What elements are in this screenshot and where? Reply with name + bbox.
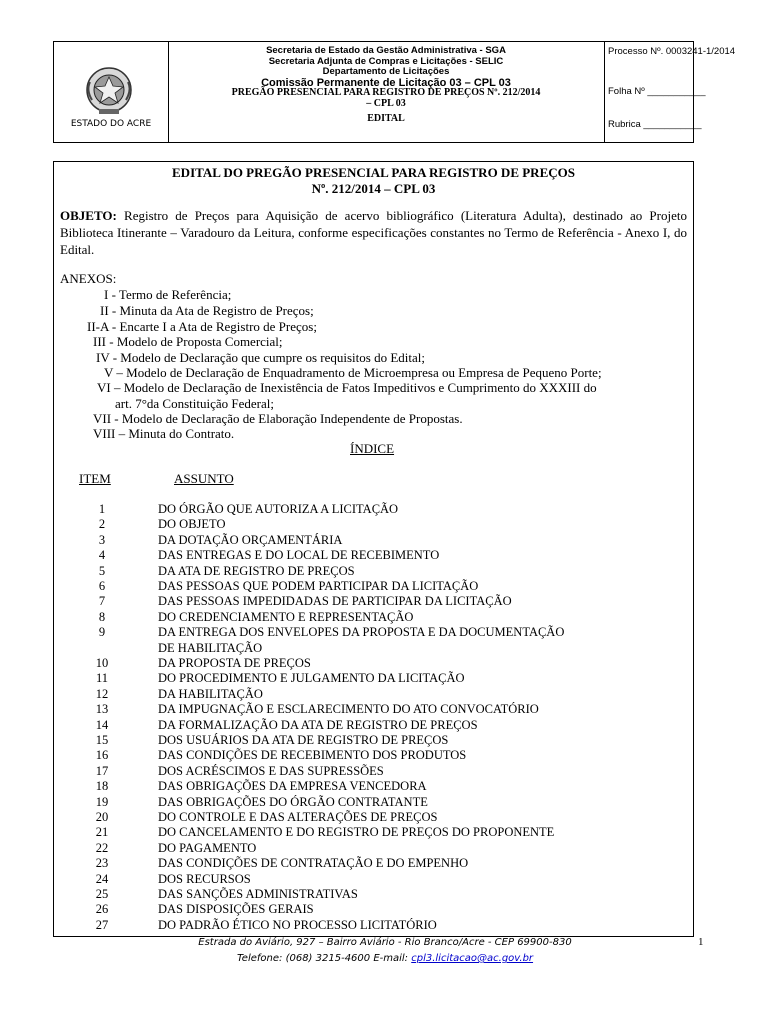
index-item-subject: DAS OBRIGAÇÕES DO ÓRGÃO CONTRATANTE: [158, 794, 428, 809]
page-number: 1: [698, 936, 704, 948]
index-item-number: 20: [95, 810, 109, 824]
index-item-subject: DO PAGAMENTO: [158, 840, 257, 855]
index-item-subject: DOS USUÁRIOS DA ATA DE REGISTRO DE PREÇOS: [158, 733, 449, 747]
anexo-item: I - Termo de Referência;: [104, 287, 232, 302]
index-item-number: 25: [95, 887, 109, 901]
index-item-number: 10: [95, 656, 109, 670]
footer-address: Estrada do Aviário, 927 – Bairro Aviário - Rio Branco/Acre - CEP 69900-830: [198, 937, 572, 948]
anexo-item: II - Minuta da Ata de Registro de Preços;: [100, 303, 314, 318]
index-item-number: 7: [98, 594, 106, 609]
index-item-number: 19: [95, 794, 109, 809]
footer-email-link[interactable]: cpl3.licitacao@ac.gov.br: [411, 953, 534, 964]
index-item-subject: DA ATA DE REGISTRO DE PREÇOS: [158, 563, 355, 578]
assunto-column-header: ASSUNTO: [174, 471, 234, 486]
anexo-item: VII - Modelo de Declaração de Elaboração Independente de Propostas.: [93, 411, 463, 426]
index-item-number: 24: [95, 871, 109, 886]
footer-contact: [0, 953, 770, 964]
index-item-number: 14: [95, 717, 109, 732]
index-item-subject: DO PADRÃO ÉTICO NO PROCESSO LICITATÓRIO: [158, 917, 437, 932]
index-item-number: 2: [98, 517, 106, 532]
index-item-subject: DO CONTROLE E DAS ALTERAÇÕES DE PREÇOS: [158, 810, 438, 824]
index-item-number: 9: [98, 625, 106, 640]
index-item-subject: DAS OBRIGAÇÕES DA EMPRESA VENCEDORA: [158, 779, 427, 794]
header-edital: EDITAL: [367, 113, 405, 124]
anexo-item: IV - Modelo de Declaração que cumpre os requisitos do Edital;: [96, 350, 425, 365]
index-item-subject: DAS CONDIÇÕES DE RECEBIMENTO DOS PRODUTOS: [158, 748, 467, 763]
index-item-subject: DA DOTAÇÃO ORÇAMENTÁRIA: [158, 532, 343, 547]
index-item-subject: DAS CONDIÇÕES DE CONTRATAÇÃO E DO EMPENHO: [158, 856, 469, 871]
anexo-item: VIII – Minuta do Contrato.: [93, 426, 235, 441]
index-item-number: 23: [95, 856, 109, 871]
index-item-subject: DO CREDENCIAMENTO E REPRESENTAÇÃO: [158, 609, 414, 624]
rubrica-field: Rubrica ___________: [608, 119, 702, 130]
header-logo-cell: [54, 42, 169, 142]
index-item-subject: DAS PESSOAS IMPEDIDADAS DE PARTICIPAR DA LICITAÇÃO: [158, 594, 512, 609]
index-item-subject: DO ÓRGÃO QUE AUTORIZA A LICITAÇÃO: [158, 502, 399, 516]
index-item-subject: DAS ENTREGAS E DO LOCAL DE RECEBIMENTO: [158, 548, 440, 563]
index-item-number: 11: [95, 671, 109, 686]
index-item-number: 27: [95, 917, 109, 932]
item-column-header: ITEM: [79, 471, 111, 486]
edital-title-line-2: Nº. 212/2014 – CPL 03: [311, 181, 436, 196]
processo-number: Processo Nº. 0003241-1/2014: [608, 46, 736, 57]
objeto-label: OBJETO:: [60, 208, 117, 223]
objeto-text: Registro de Preços para Aquisição de acervo bibliográfico (Literatura Adulta), destinado ao Projeto Biblioteca Itinerante – Varadouro da Leitura, conforme especificações constantes no Termo de Referência - Anexo I, do Edital.: [60, 208, 687, 257]
anexos-label: ANEXOS:: [60, 271, 117, 286]
anexo-item: III - Modelo de Proposta Comercial;: [93, 334, 283, 349]
index-item-number: 6: [98, 579, 106, 593]
index-item-subject: DAS SANÇÕES ADMINISTRATIVAS: [158, 887, 358, 901]
index-item-number: 4: [98, 548, 106, 563]
anexo-item: II-A - Encarte I a Ata de Registro de Preços;: [87, 319, 317, 334]
anexo-item: VI – Modelo de Declaração de Inexistência de Fatos Impeditivos e Cumprimento do XXXIII do: [97, 380, 597, 395]
indice-heading: ÍNDICE: [350, 441, 395, 456]
header-pregao-line-1: PREGÃO PRESENCIAL PARA REGISTRO DE PREÇOS Nº. 212/2014: [231, 87, 541, 98]
index-item-subject: DA FORMALIZAÇÃO DA ATA DE REGISTRO DE PREÇOS: [158, 717, 478, 732]
folha-field: Folha Nº ___________: [608, 86, 706, 97]
index-item-subject: DA PROPOSTA DE PREÇOS: [158, 656, 311, 670]
header-line-1: Secretaria de Estado da Gestão Administrativa - SGA: [266, 45, 506, 56]
index-item-number: 17: [95, 763, 109, 778]
index-item-subject: DAS DISPOSIÇÕES GERAIS: [158, 902, 314, 917]
document-header: [53, 41, 736, 143]
index-row-continuation: DE HABILITAÇÃO: [158, 640, 263, 655]
index-item-number: 5: [98, 563, 106, 578]
footer-phone: Telefone: (068) 3215-4600 E-mail:: [236, 953, 412, 964]
index-item-subject: DOS RECURSOS: [158, 871, 251, 886]
state-coat-of-arms-icon: [84, 64, 134, 116]
index-item-subject: DOS ACRÉSCIMOS E DAS SUPRESSÕES: [158, 763, 384, 778]
index-item-number: 13: [95, 702, 109, 717]
index-item-subject: DAS PESSOAS QUE PODEM PARTICIPAR DA LICITAÇÃO: [158, 579, 479, 593]
index-item-number: 15: [95, 733, 109, 747]
index-item-number: 18: [95, 779, 109, 794]
header-commission: Comissão Permanente de Licitação 03 – CPL 03: [261, 76, 511, 89]
index-item-number: 16: [95, 748, 109, 763]
index-item-subject: DO OBJETO: [158, 517, 226, 532]
index-item-number: 21: [95, 825, 109, 840]
index-item-subject: DA ENTREGA DOS ENVELOPES DA PROPOSTA E DA DOCUMENTAÇÃO: [158, 625, 565, 640]
header-title-cell: [168, 42, 605, 142]
header-pregao-line-2: – CPL 03: [366, 97, 406, 109]
header-line-3: Departamento de Licitações: [322, 66, 450, 77]
anexo-item: V – Modelo de Declaração de Enquadramento de Microempresa ou Empresa de Pequeno Porte;: [104, 365, 602, 380]
index-item-number: 22: [95, 840, 109, 855]
index-item-subject: DO CANCELAMENTO E DO REGISTRO DE PREÇOS DO PROPONENTE: [158, 825, 555, 840]
header-process-cell: [604, 42, 736, 142]
index-item-number: 8: [98, 609, 106, 624]
index-item-number: 3: [98, 532, 106, 547]
index-item-subject: DA HABILITAÇÃO: [158, 686, 263, 701]
anexo-item-continuation: art. 7°da Constituição Federal;: [115, 396, 274, 411]
edital-content-box: [53, 161, 694, 937]
index-item-number: 12: [95, 686, 109, 701]
index-item-subject: DA IMPUGNAÇÃO E ESCLARECIMENTO DO ATO CONVOCATÓRIO: [158, 702, 539, 717]
header-line-2: Secretaria Adjunta de Compras e Licitações - SELIC: [268, 55, 504, 67]
index-item-number: 1: [98, 502, 106, 516]
logo-caption: ESTADO DO ACRE: [70, 119, 152, 129]
objeto-paragraph: [60, 207, 687, 258]
index-item-subject: DO PROCEDIMENTO E JULGAMENTO DA LICITAÇÃO: [158, 671, 465, 686]
edital-title-line-1: EDITAL DO PREGÃO PRESENCIAL PARA REGISTRO DE PREÇOS: [172, 165, 575, 180]
index-item-number: 26: [95, 902, 109, 917]
